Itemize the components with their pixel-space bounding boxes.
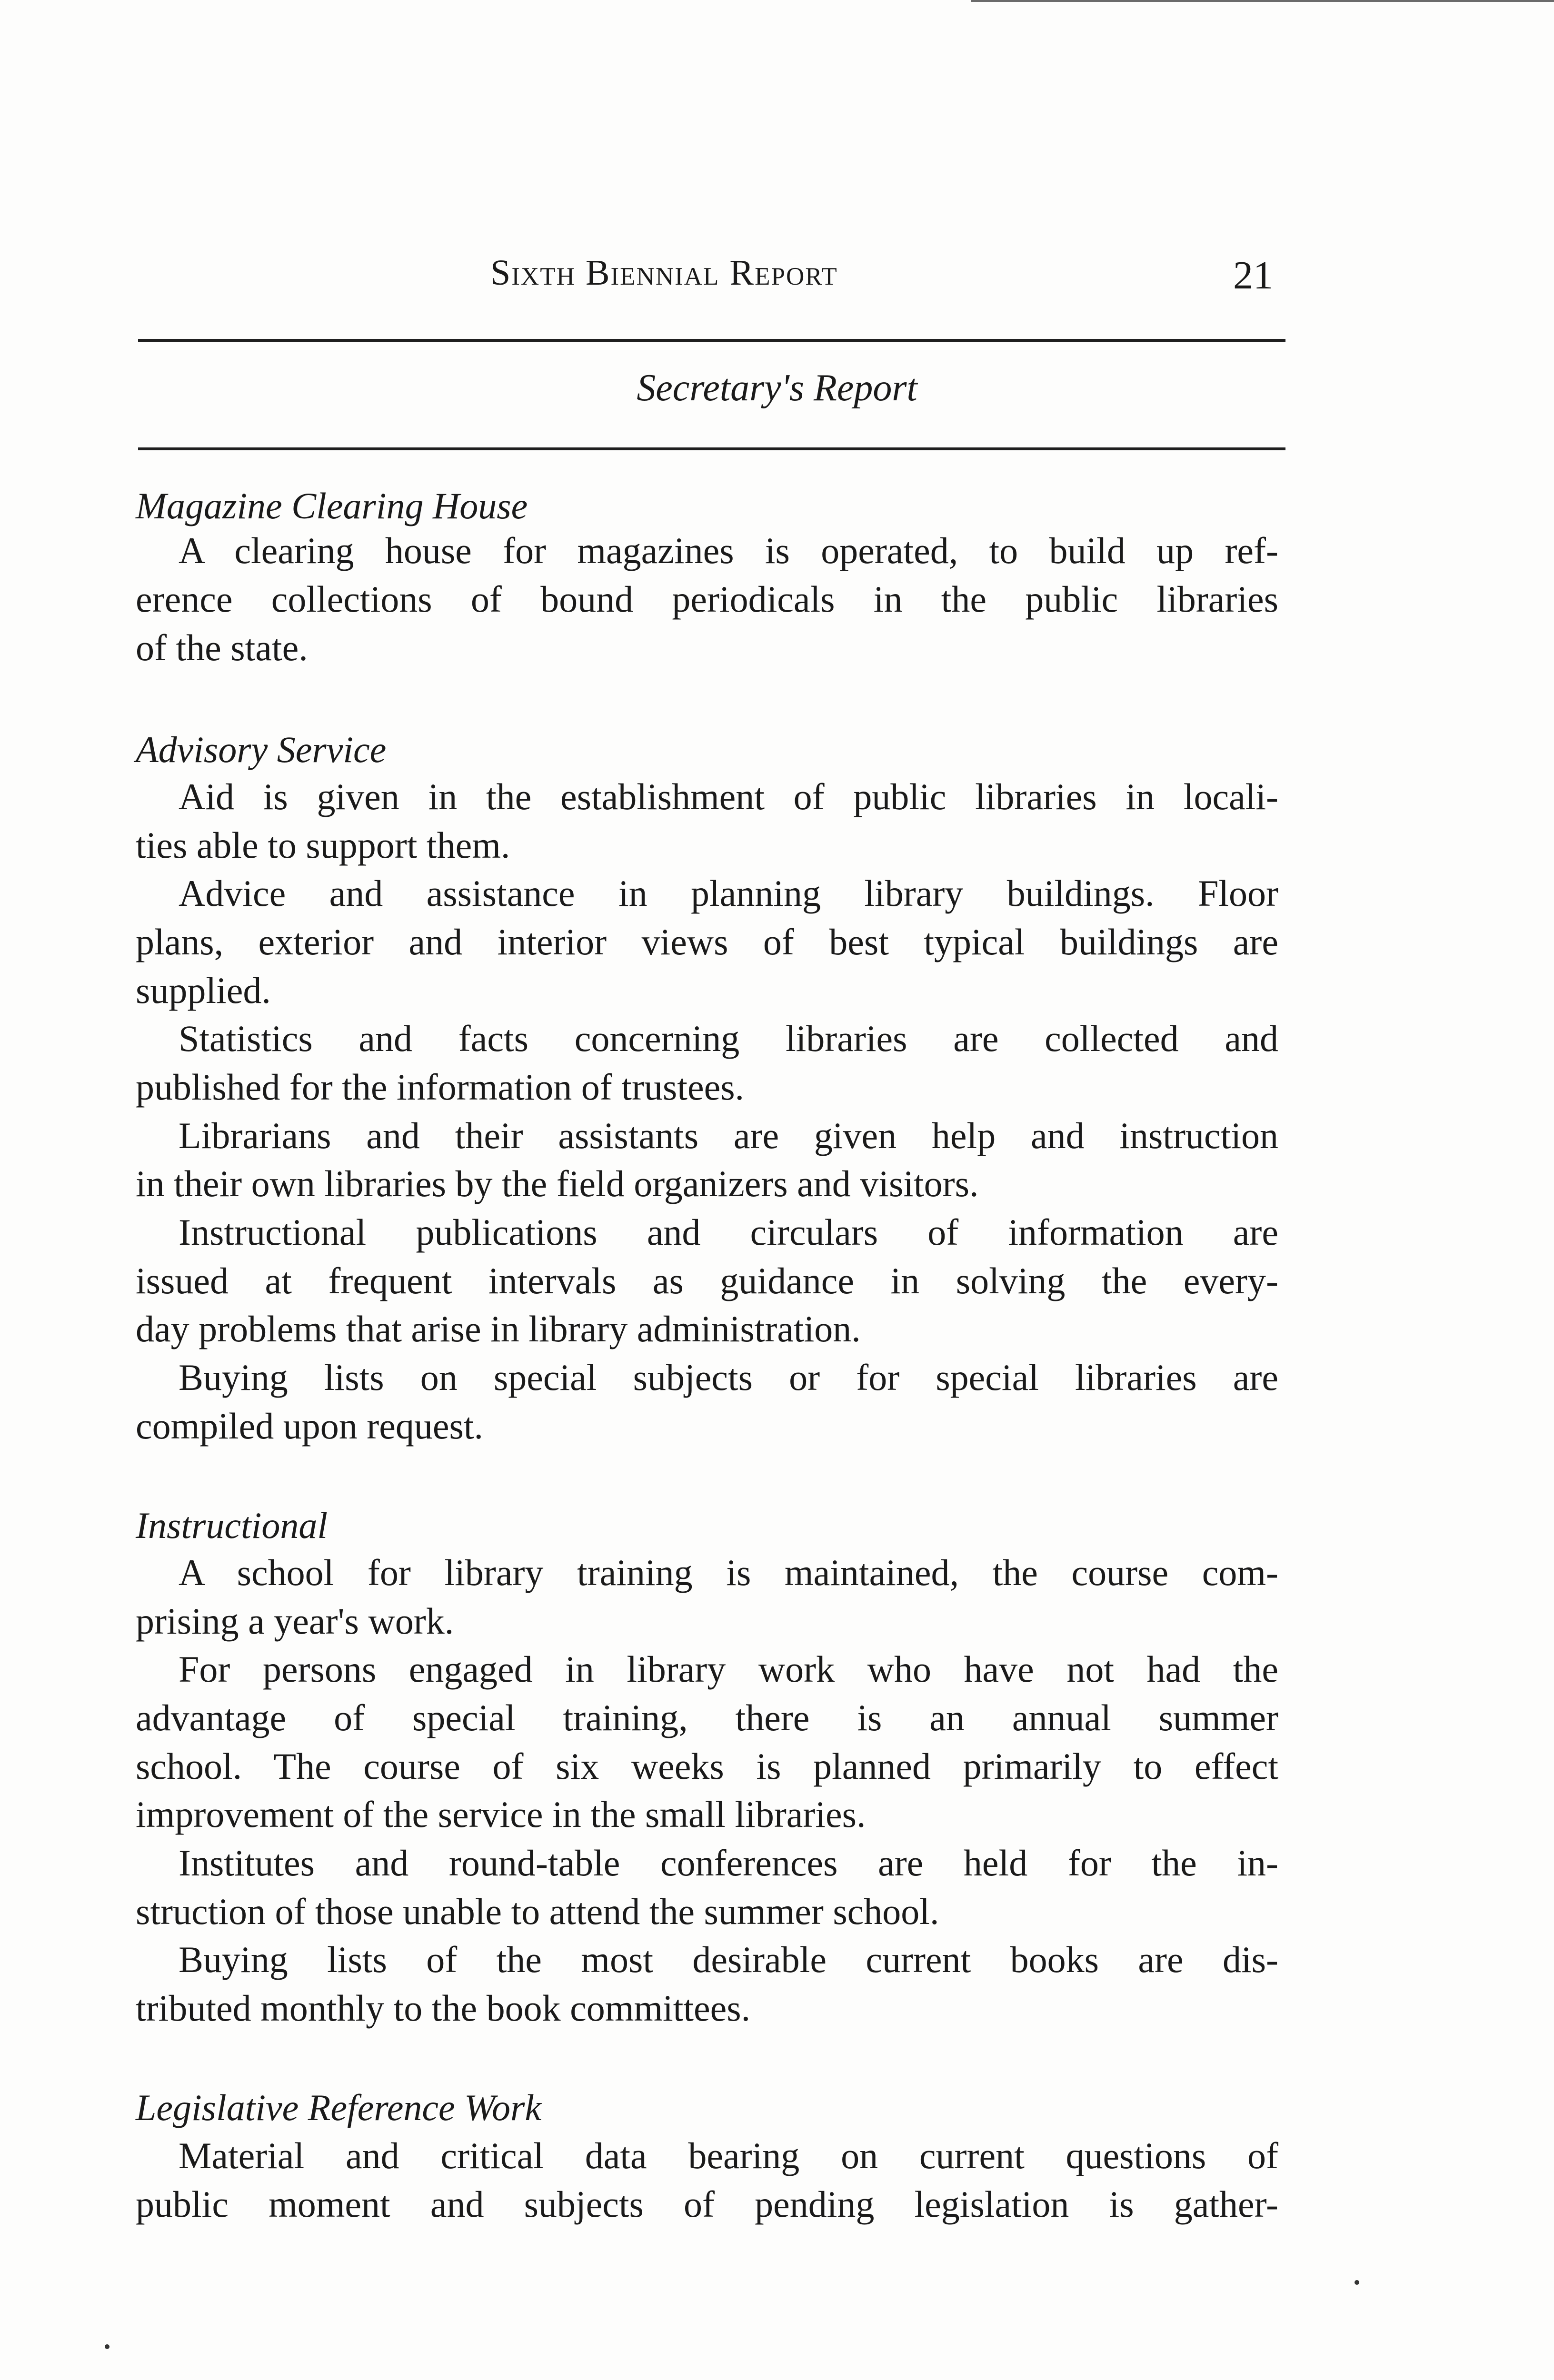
paragraph-line: erence collections of bound periodicals in the public libraries xyxy=(136,578,1278,620)
paragraph-line: in their own libraries by the field organizers and visitors. xyxy=(136,1163,979,1204)
paragraph-line: Buying lists of the most desirable current books are dis- xyxy=(179,1939,1278,1980)
paragraph-line: supplied. xyxy=(136,970,271,1011)
paragraph-line: struction of those unable to attend the summer school. xyxy=(136,1891,939,1932)
scan-speck xyxy=(1355,2280,1359,2285)
section-heading-instructional: Instructional xyxy=(136,1505,328,1546)
header-rule-top xyxy=(138,339,1285,342)
section-heading-advisory-service: Advisory Service xyxy=(136,729,387,770)
paragraph-line: of the state. xyxy=(136,627,308,668)
section-heading-magazine-clearing-house: Magazine Clearing House xyxy=(136,485,528,526)
paragraph-line: ties able to support them. xyxy=(136,824,510,866)
section-heading-legislative-reference-work: Legislative Reference Work xyxy=(136,2087,541,2128)
paragraph-line: Institutes and round-table conferences are held for the in- xyxy=(179,1842,1278,1884)
paragraph-line: public moment and subjects of pending legislation is gather- xyxy=(136,2183,1278,2225)
paragraph-line: issued at frequent intervals as guidance in solving the every- xyxy=(136,1260,1278,1301)
paragraph-line: school. The course of six weeks is planned primarily to effect xyxy=(136,1745,1278,1787)
paragraph-line: published for the information of trustees. xyxy=(136,1066,745,1108)
paragraph-line: Buying lists on special subjects or for special libraries are xyxy=(179,1357,1278,1398)
paragraph-line: compiled upon request. xyxy=(136,1405,483,1447)
section-title: Secretary's Report xyxy=(637,367,917,409)
paragraph-line: Librarians and their assistants are given help and instruction xyxy=(179,1115,1278,1156)
paragraph-line: prising a year's work. xyxy=(136,1600,454,1642)
paragraph-line: advantage of special training, there is an annual summer xyxy=(136,1697,1278,1738)
paragraph-line: tributed monthly to the book committees. xyxy=(136,1987,751,2029)
paragraph-line: A clearing house for magazines is operated, to build up ref- xyxy=(179,530,1278,571)
paragraph-line: day problems that arise in library administration. xyxy=(136,1308,861,1349)
paragraph-line: Statistics and facts concerning libraries are collected and xyxy=(179,1018,1278,1059)
paragraph-line: improvement of the service in the small libraries. xyxy=(136,1794,866,1835)
paragraph-line: Material and critical data bearing on current questions of xyxy=(179,2135,1278,2176)
page-edge-line xyxy=(971,0,1554,2)
paragraph-line: plans, exterior and interior views of best typical buildings are xyxy=(136,921,1278,962)
paragraph-line: For persons engaged in library work who have not had the xyxy=(179,1648,1278,1690)
scan-speck xyxy=(105,2344,110,2349)
page-number: 21 xyxy=(1233,253,1273,298)
running-head-title: Sixth Biennial Report xyxy=(490,253,838,293)
paragraph-line: Advice and assistance in planning library buildings. Floor xyxy=(179,873,1278,914)
paragraph-line: A school for library training is maintained, the course com- xyxy=(179,1552,1278,1593)
paragraph-line: Instructional publications and circulars of information are xyxy=(179,1211,1278,1253)
header-rule-bottom xyxy=(138,447,1285,450)
paragraph-line: Aid is given in the establishment of public libraries in locali- xyxy=(179,776,1278,817)
